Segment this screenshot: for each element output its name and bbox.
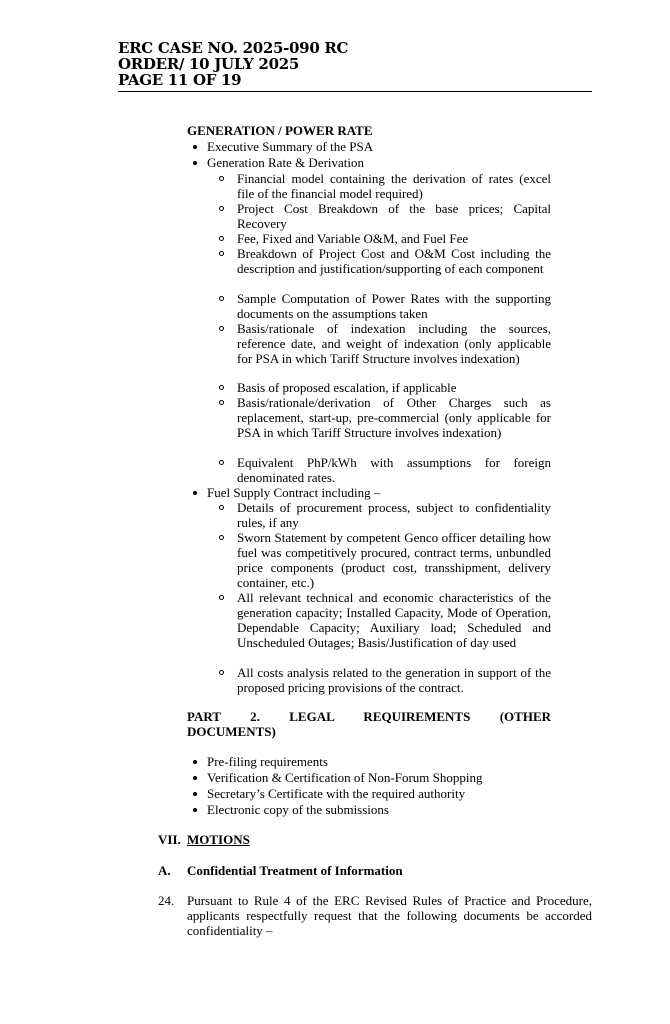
paragraph-text: Pursuant to Rule 4 of the ERC Revised Rules of Practice and Procedure, applicants respectfully request that the following documents be accorded confidentiality – (187, 893, 592, 938)
sub-list-item-text: Equivalent PhP/kWh with assumptions for foreign denominated rates. (237, 455, 551, 485)
circle-bullet-icon (219, 176, 224, 181)
list-item-text: Pre-filing requirements (207, 754, 328, 769)
bullet-icon (193, 161, 197, 165)
bullet-icon (193, 792, 197, 796)
bullet-icon (193, 145, 197, 149)
circle-bullet-icon (219, 236, 224, 241)
list-item-text: Generation Rate & Derivation (207, 155, 365, 170)
sub-list-item-text: All costs analysis related to the generation in support of the proposed pricing provisions of the contract. (237, 665, 551, 695)
sub-list-item-text: Financial model containing the derivation of rates (excel file of the financial model required) (237, 171, 551, 201)
part2-title-line1: PART 2. LEGAL REQUIREMENTS (OTHER (187, 709, 551, 724)
sub-list-item-text: Basis/rationale of indexation including the sources, reference date, and weight of indexation (only applicable for PSA in which Tariff Structure involves indexation) (237, 321, 551, 366)
case-number: ERC CASE NO. 2025-090 RC (118, 39, 349, 57)
list-item-text: Executive Summary of the PSA (207, 139, 374, 154)
sub-list-item-text: Sworn Statement by competent Genco officer detailing how fuel was competitively procured, contract terms, unbundled price components (product cost, transshipment, delivery container, etc.) (237, 530, 551, 590)
bullet-icon (193, 491, 197, 495)
list-item-text: Verification & Certification of Non-Forum Shopping (207, 770, 483, 785)
circle-bullet-icon (219, 595, 224, 600)
sub-list-item-text: Sample Computation of Power Rates with the supporting documents on the assumptions taken (237, 291, 551, 321)
sub-list-item-text: Fee, Fixed and Variable O&M, and Fuel Fee (237, 231, 469, 246)
part2-title (187, 709, 551, 739)
circle-bullet-icon (219, 296, 224, 301)
generation-section-title: GENERATION / POWER RATE (187, 123, 373, 138)
part2-title-line2: DOCUMENTS) (187, 724, 276, 739)
circle-bullet-icon (219, 400, 224, 405)
section-number: VII. (158, 832, 181, 847)
sub-list-item-text: Breakdown of Project Cost and O&M Cost including the description and justification/supporting of each component (237, 246, 551, 276)
circle-bullet-icon (219, 505, 224, 510)
sub-list-item-text: Project Cost Breakdown of the base prices; Capital Recovery (237, 201, 551, 231)
paragraph-number: 24. (158, 893, 175, 908)
subsection-letter: A. (158, 863, 171, 878)
circle-bullet-icon (219, 385, 224, 390)
bullet-icon (193, 808, 197, 812)
bullet-icon (193, 776, 197, 780)
list-item-text: Electronic copy of the submissions (207, 802, 389, 817)
bullet-icon (193, 760, 197, 764)
circle-bullet-icon (219, 251, 224, 256)
circle-bullet-icon (219, 670, 224, 675)
header-rule (118, 91, 592, 92)
circle-bullet-icon (219, 326, 224, 331)
page-header (118, 40, 592, 88)
sub-list-item-text: All relevant technical and economic characteristics of the generation capacity; Installed Capacity, Mode of Operation, Dependable Capacity; Auxiliary load; Scheduled and Unscheduled Outages; Basis/Justification of day used (237, 590, 551, 650)
sub-list-item-text: Basis/rationale/derivation of Other Charges such as replacement, start-up, pre-commercial (only applicable for PSA in which Tariff Structure involves indexation) (237, 395, 551, 440)
sub-list-item-text: Details of procurement process, subject to confidentiality rules, if any (237, 500, 551, 530)
subsection-title: Confidential Treatment of Information (187, 863, 403, 878)
sub-list-item-text: Basis of proposed escalation, if applicable (237, 380, 457, 395)
circle-bullet-icon (219, 535, 224, 540)
list-item-text: Fuel Supply Contract including – (207, 485, 381, 500)
order-date: ORDER/ 10 JULY 2025 (118, 55, 299, 73)
list-item-text: Secretary’s Certificate with the required authority (207, 786, 466, 801)
circle-bullet-icon (219, 206, 224, 211)
circle-bullet-icon (219, 460, 224, 465)
section-title: MOTIONS (187, 832, 250, 847)
page-number: PAGE 11 OF 19 (118, 71, 242, 89)
